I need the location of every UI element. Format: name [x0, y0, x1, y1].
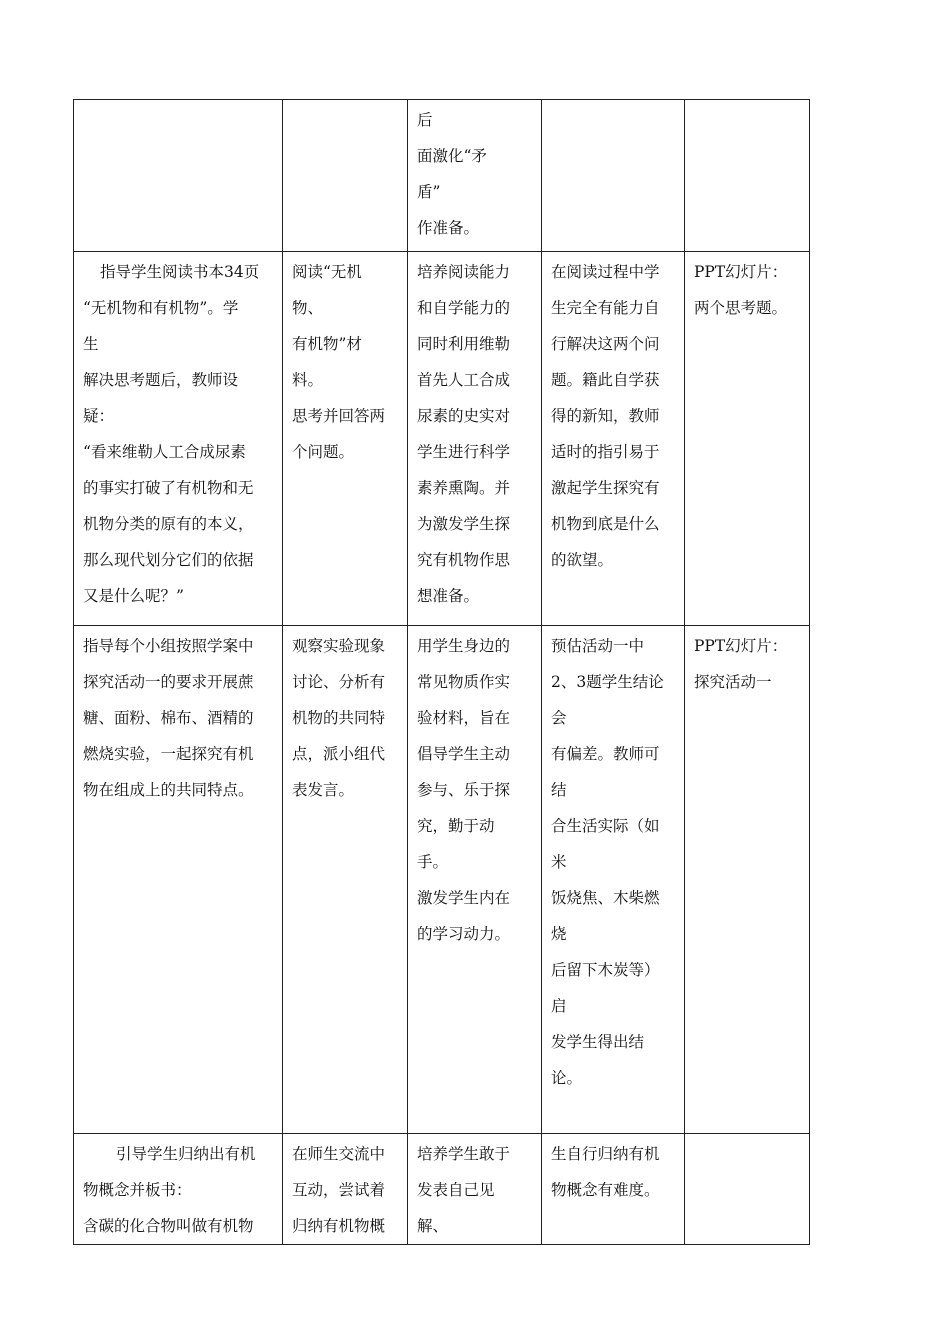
- notes-cell: [542, 100, 685, 252]
- cell-text-line: 解决思考题后，教师设: [83, 371, 239, 389]
- cell-text-line: 学生进行科学: [417, 443, 511, 461]
- cell-text-line: 激发学生内在: [417, 889, 511, 907]
- cell-text-line: 糖、面粉、棉布、酒精的: [83, 709, 254, 727]
- cell-text-line: 发学生得出结: [551, 1033, 645, 1051]
- cell-text-line: 机物分类的原有的本义，: [83, 515, 254, 533]
- cell-text-line: 会: [551, 709, 567, 727]
- teacher-activity-cell: [74, 252, 283, 626]
- table-row: [74, 100, 810, 252]
- media-cell: [685, 626, 810, 1134]
- cell-text-line: 面激化“矛: [417, 147, 487, 165]
- cell-text-line: 尿素的史实对: [417, 407, 511, 425]
- cell-text-line: 的学习动力。: [417, 925, 511, 943]
- table-row: [74, 1134, 810, 1245]
- student-activity-cell: [283, 100, 408, 252]
- cell-text-line: 饭烧焦、木柴燃: [551, 889, 660, 907]
- cell-text-line: “无机物和有机物”。学: [83, 299, 239, 317]
- cell-text-line: 探究活动一: [694, 673, 772, 691]
- cell-text-line: 究有机物作思: [417, 551, 511, 569]
- design-intent-cell: [408, 1134, 542, 1245]
- cell-text-line: 疑：: [83, 407, 115, 425]
- cell-text-line: 解、: [417, 1217, 449, 1235]
- cell-text-line: 思考并回答两: [292, 407, 386, 425]
- teacher-activity-cell: [74, 1134, 283, 1245]
- cell-text-line: 观察实验现象: [292, 637, 386, 655]
- lesson-plan-table: [73, 99, 810, 1245]
- cell-text-line: 预估活动一中: [551, 637, 645, 655]
- cell-text-line: 究，勤于动: [417, 817, 495, 835]
- cell-text-line: 料。: [292, 371, 324, 389]
- cell-text-line: 同时利用维勒: [417, 335, 511, 353]
- cell-text-line: 指导学生阅读书本34页: [100, 263, 260, 281]
- student-activity-cell: [283, 626, 408, 1134]
- cell-text-line: 倡导学生主动: [417, 745, 511, 763]
- cell-text-line: 合生活实际（如: [551, 817, 660, 835]
- cell-text-line: 启: [551, 997, 567, 1015]
- design-intent-cell: [408, 252, 542, 626]
- cell-text-line: 机物到底是什么: [551, 515, 660, 533]
- cell-text-line: 和自学能力的: [417, 299, 511, 317]
- cell-text-line: 物概念并板书：: [83, 1181, 192, 1199]
- cell-text-line: PPT幻灯片：: [694, 637, 788, 655]
- cell-text-line: 指导每个小组按照学案中: [83, 637, 254, 655]
- cell-text-line: 讨论、分析有: [292, 673, 386, 691]
- cell-text-line: 燃烧实验，一起探究有机: [83, 745, 254, 763]
- cell-text-line: 物、: [292, 299, 324, 317]
- cell-text-line: 后: [417, 111, 433, 129]
- cell-text-line: 作准备。: [417, 219, 480, 237]
- cell-text-line: 生完全有能力自: [551, 299, 660, 317]
- cell-text-line: 又是什么呢？”: [83, 587, 184, 605]
- notes-cell: [542, 252, 685, 626]
- cell-text-line: 2、3题学生结论: [551, 673, 664, 691]
- cell-text-line: 发表自己见: [417, 1181, 495, 1199]
- cell-text-line: 为激发学生探: [417, 515, 511, 533]
- cell-text-line: 适时的指引易于: [551, 443, 660, 461]
- cell-text-line: 两个思考题。: [694, 299, 788, 317]
- cell-text-line: 有机物”材: [292, 335, 362, 353]
- cell-text-line: 素养熏陶。并: [417, 479, 511, 497]
- cell-text-line: 手。: [417, 853, 449, 871]
- cell-text-line: 常见物质作实: [417, 673, 511, 691]
- cell-text-line: 参与、乐于探: [417, 781, 511, 799]
- design-intent-cell: [408, 626, 542, 1134]
- cell-text-line: 机物的共同特: [292, 709, 386, 727]
- teacher-activity-cell: [74, 626, 283, 1134]
- cell-text-line: 引导学生归纳出有机: [116, 1145, 256, 1163]
- notes-cell: [542, 1134, 685, 1245]
- cell-text-line: 米: [551, 853, 567, 871]
- table-row: [74, 252, 810, 626]
- cell-text-line: 有偏差。教师可: [551, 745, 660, 763]
- cell-text-line: 行解决这两个问: [551, 335, 660, 353]
- cell-text-line: 的欲望。: [551, 551, 614, 569]
- cell-text-line: 想准备。: [417, 587, 480, 605]
- cell-text-line: 含碳的化合物叫做有机物: [83, 1217, 254, 1235]
- notes-cell: [542, 626, 685, 1134]
- cell-text-line: 烧: [551, 925, 567, 943]
- cell-text-line: 那么现代划分它们的依据: [83, 551, 254, 569]
- cell-text-line: 培养学生敢于: [417, 1145, 511, 1163]
- media-cell: [685, 1134, 810, 1245]
- cell-text-line: 生: [83, 335, 99, 353]
- student-activity-cell: [283, 1134, 408, 1245]
- cell-text-line: 个问题。: [292, 443, 355, 461]
- cell-text-line: 用学生身边的: [417, 637, 511, 655]
- cell-text-line: 验材料，旨在: [417, 709, 511, 727]
- cell-text-line: 物在组成上的共同特点。: [83, 781, 254, 799]
- cell-text-line: 在阅读过程中学: [551, 263, 660, 281]
- cell-text-line: 阅读“无机: [292, 263, 362, 281]
- cell-text-line: 激起学生探究有: [551, 479, 660, 497]
- design-intent-cell: [408, 100, 542, 252]
- cell-text-line: 首先人工合成: [417, 371, 511, 389]
- media-cell: [685, 252, 810, 626]
- cell-text-line: 后留下木炭等）: [551, 961, 660, 979]
- cell-text-line: 论。: [551, 1069, 583, 1087]
- student-activity-cell: [283, 252, 408, 626]
- cell-text-line: 结: [551, 781, 567, 799]
- cell-text-line: 归纳有机物概: [292, 1217, 386, 1235]
- cell-text-line: 培养阅读能力: [417, 263, 511, 281]
- media-cell: [685, 100, 810, 252]
- cell-text-line: 盾”: [417, 183, 441, 201]
- cell-text-line: 探究活动一的要求开展蔗: [83, 673, 254, 691]
- cell-text-line: PPT幻灯片：: [694, 263, 788, 281]
- cell-text-line: 题。籍此自学获: [551, 371, 660, 389]
- table-row: [74, 626, 810, 1134]
- cell-text-line: 互动，尝试着: [292, 1181, 386, 1199]
- cell-text-line: 表发言。: [292, 781, 355, 799]
- cell-text-line: 在师生交流中: [292, 1145, 386, 1163]
- cell-text-line: 物概念有难度。: [551, 1181, 660, 1199]
- cell-text-line: 生自行归纳有机: [551, 1145, 660, 1163]
- cell-text-line: 得的新知，教师: [551, 407, 660, 425]
- cell-text-line: “看来维勒人工合成尿素: [83, 443, 246, 461]
- cell-text-line: 点，派小组代: [292, 745, 386, 763]
- cell-text-line: 的事实打破了有机物和无: [83, 479, 254, 497]
- teacher-activity-cell: [74, 100, 283, 252]
